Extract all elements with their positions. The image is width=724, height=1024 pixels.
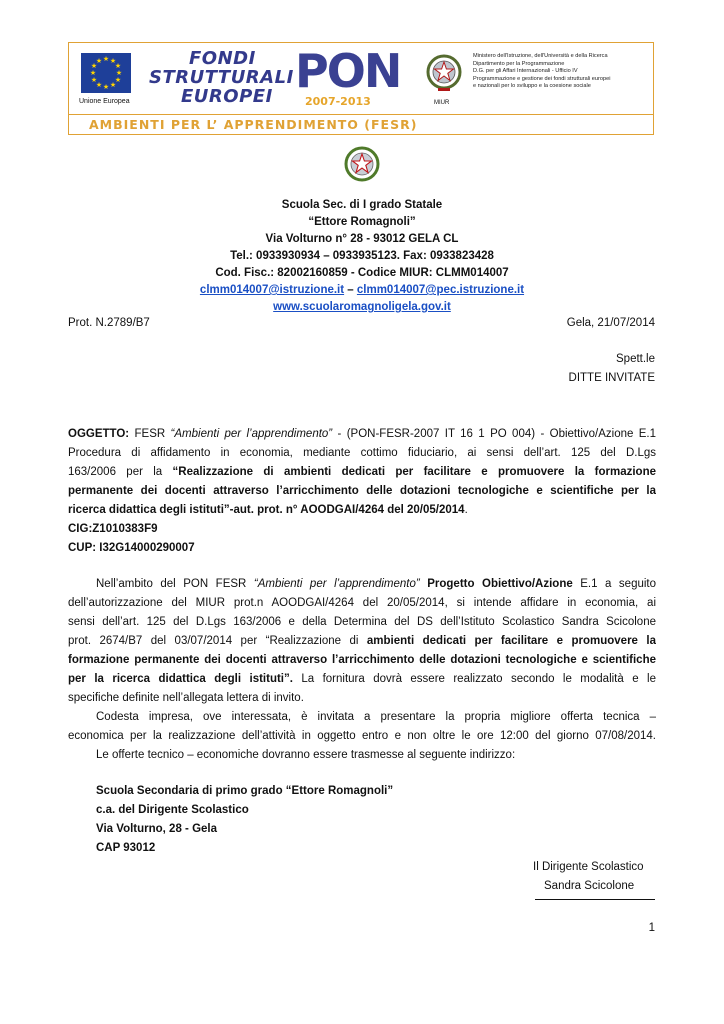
ministry-text [473, 53, 651, 91]
svg-text:★: ★ [102, 55, 110, 63]
school-phones: Tel.: 0933930934 – 0933935123. Fax: 0933823428 [230, 250, 494, 262]
italian-republic-emblem-icon [424, 51, 464, 95]
address-line: CAP 93012 [96, 842, 156, 854]
cig-code: CIG:Z1010383F9 [68, 523, 158, 535]
subject-bold-text: ricerca didattica degli istituti”-aut. prot. n° AOODGAI/4264 del 20/05/2014 [68, 504, 465, 516]
subject-text: FESR [129, 428, 171, 440]
svg-text:★: ★ [89, 69, 97, 77]
svg-text:★: ★ [109, 57, 117, 65]
pon-logo: PON [295, 44, 401, 98]
body-line: formazione permanente dei docenti attraverso l’arricchimento delle dotazioni tecnologiche e scientifiche [68, 654, 656, 666]
recipient-line-1: Spett.le [616, 353, 655, 365]
subject-project-title: “Ambienti per l’apprendimento” [170, 428, 333, 440]
letter-date: Gela, 21/07/2014 [566, 317, 655, 329]
school-type: Scuola Sec. di I grado Statale [281, 199, 443, 211]
eu-flag-icon [81, 53, 131, 93]
subject-text: 163/2006 per la [68, 466, 173, 478]
body-line: Le offerte tecnico – economiche dovranno essere trasmesse al seguente indirizzo: [96, 749, 516, 761]
eu-caption: Unione Europea [79, 98, 130, 105]
svg-text:★: ★ [90, 76, 98, 84]
email-link[interactable]: clmm014007@istruzione.it [199, 284, 345, 296]
address-line: c.a. del Dirigente Scolastico [96, 804, 249, 816]
subject-line [68, 463, 656, 482]
subject-text: - (PON-FESR-2007 IT 16 1 PO 004) - Obiettivo/Azione E.1 [332, 428, 656, 440]
banner-subtitle: AMBIENTI PER L’ APPRENDIMENTO (FESR) [69, 114, 653, 134]
body-line: dell’autorizzazione del MIUR prot.n AOODGAI/4264 del 20/05/2014, si intende affidare in economia, ai [68, 597, 656, 609]
body-text: La fornitura dovrà essere realizzato secondo le modalità e le [292, 673, 656, 685]
school-address: Via Volturno n° 28 - 93012 GELA CL [265, 233, 459, 245]
body-line [68, 575, 656, 594]
body-line: Codesta impresa, ove interessata, è invitata a presentare la propria migliore offerta tecnica – [96, 711, 656, 723]
body-bold-text: ambienti dedicati per facilitare e promuovere la [366, 635, 656, 647]
svg-text:★: ★ [90, 62, 98, 70]
address-line: Via Volturno, 28 - Gela [96, 823, 217, 835]
email-separator: – [344, 284, 357, 296]
svg-text:★: ★ [102, 83, 110, 91]
ministry-line: Dipartimento per la Programmazione [473, 60, 565, 67]
svg-text:★: ★ [109, 81, 117, 89]
ministry-line: Ministero dell'Istruzione, dell'Università e della Ricerca [473, 53, 608, 59]
body-text: Nell’ambito del PON FESR [96, 578, 254, 590]
signature-line [535, 898, 655, 900]
body-line [68, 632, 656, 651]
fondi-line: FONDI [189, 48, 256, 69]
school-header [68, 197, 656, 316]
body-line: specifiche definite nell’allegata lettera di invito. [68, 692, 304, 704]
pon-years: 2007-2013 [305, 95, 371, 108]
pon-banner [68, 42, 654, 135]
body-line: economica per la realizzazione dell’attività in oggetto entro e non oltre le ore 12:00 del giorno 07/08/2014. [68, 730, 656, 742]
subject-bold-text: permanente dei docenti attraverso l’arricchimento delle dotazioni tecnologiche e scientifiche per la [68, 485, 656, 497]
website-link[interactable]: www.scuolaromagnoligela.gov.it [273, 301, 451, 313]
page-number: 1 [648, 922, 655, 934]
school-emails [68, 282, 656, 299]
body-bold-text: per la ricerca didattica degli istituti”. [68, 673, 293, 685]
recipient-line-2: DITTE INVITATE [568, 372, 655, 384]
pec-email-link[interactable]: clmm014007@pec.istruzione.it [356, 284, 525, 296]
body-text: E.1 a seguito [572, 578, 656, 590]
ministry-line: D.G. per gli Affari Internazionali - Ufficio IV [473, 68, 578, 74]
school-name: “Ettore Romagnoli” [308, 216, 416, 228]
signatory-name: Sandra Scicolone [544, 880, 635, 892]
svg-text:★: ★ [95, 57, 103, 65]
cup-code: CUP: I32G14000290007 [68, 542, 195, 554]
svg-text:★: ★ [114, 76, 122, 84]
svg-text:★: ★ [114, 62, 122, 70]
subject-bold-text: “Realizzazione di ambienti dedicati per facilitare e promuovere la formazione [172, 466, 656, 478]
svg-text:★: ★ [115, 69, 123, 77]
subject-line [68, 501, 656, 520]
subject-text: . [464, 504, 468, 516]
subject-line [68, 425, 656, 444]
miur-label: MIUR [434, 100, 450, 106]
body-line [68, 670, 656, 689]
body-bold-text: Progetto Obiettivo/Azione [419, 578, 573, 590]
subject-block [68, 425, 656, 558]
subject-line [68, 482, 656, 501]
body-text: prot. 2674/B7 del 03/07/2014 per “Realizzazione di [68, 635, 367, 647]
republic-emblem-icon [343, 145, 381, 183]
fondi-line: STRUTTURALI [149, 67, 294, 88]
subject-line [68, 444, 656, 463]
signatory-role: Il Dirigente Scolastico [533, 861, 644, 873]
fondi-line: EUROPEI [181, 86, 273, 107]
ministry-line: e nazionali per lo sviluppo e la coesione sociale [473, 83, 591, 89]
svg-text:★: ★ [95, 81, 103, 89]
school-codes: Cod. Fisc.: 82002160859 - Codice MIUR: CLMM014007 [215, 267, 509, 279]
protocol-number: Prot. N.2789/B7 [68, 317, 150, 329]
subject-label: OGGETTO: [68, 428, 130, 440]
body-italic-text: “Ambienti per l’apprendimento” [253, 578, 420, 590]
fondi-strutturali-logo [139, 48, 294, 107]
subject-text: Procedura di affidamento in economia, mediante cottimo fiduciario, ai sensi dell’art. 125 del D.Lgs [68, 447, 656, 459]
address-line: Scuola Secondaria di primo grado “Ettore Romagnoli” [96, 785, 394, 797]
ministry-line: Programmazione e gestione dei fondi strutturali europei [473, 75, 611, 82]
body-paragraphs [68, 575, 656, 765]
body-line: sensi dell’art. 125 del D.Lgs 163/2006 e della Determina del DS dell’Istituto Scolastico Sandra Scicolone [68, 616, 656, 628]
